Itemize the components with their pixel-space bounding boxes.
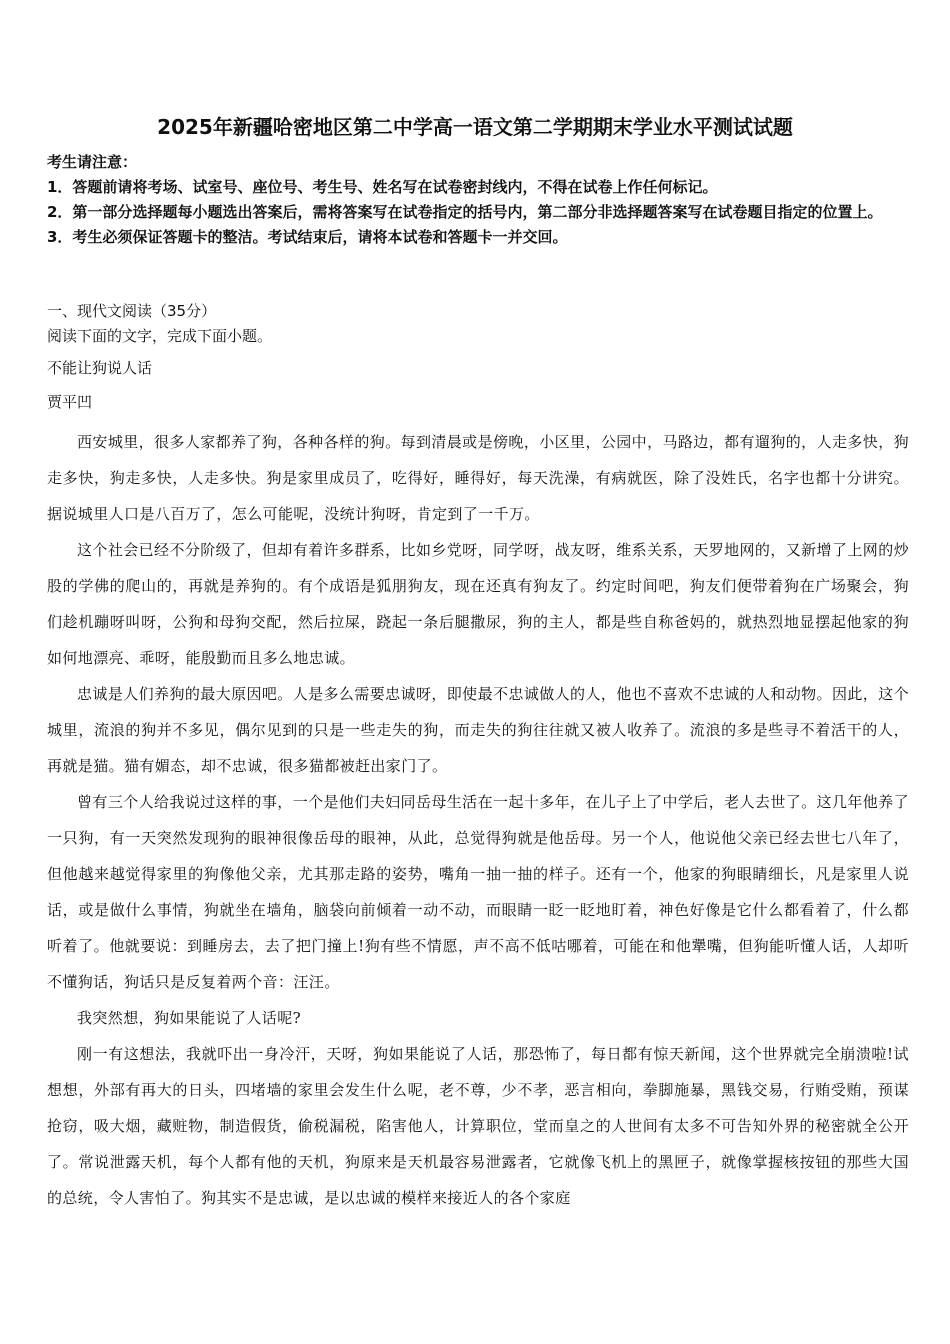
article-paragraph: 忠诚是人们养狗的最大原因吧。人是多么需要忠诚呀，即使最不忠诚做人的人，他也不喜欢不忠诚的人和动物。因此，这个城里，流浪的狗并不多见，偶尔见到的只是一些走失的狗，而走失的狗往往就又被人收养了。流浪的多是些寻不着活干的人，再就是猫。猫有媚态，却不忠诚，很多猫都被赶出家门了。 [47, 685, 909, 775]
notice-heading: 考生请注意： [47, 153, 138, 171]
article-paragraph: 西安城里，很多人家都养了狗，各种各样的狗。每到清晨或是傍晚，小区里，公园中，马路边，都有遛狗的，人走多快，狗走多快，狗走多快，人走多快。狗是家里成员了，吃得好，睡得好，每天洗澡，有病就医，除了没姓氏，名字也都十分讲究。据说城里人口是八百万了，怎么可能呢，没统计狗呀，肯定到了一千万。 [47, 433, 909, 523]
notice-item-2: 2．第一部分选择题每小题选出答案后，需将答案写在试卷指定的括号内，第二部分非选择题答案写在试卷题目指定的位置上。 [47, 203, 883, 221]
article-paragraph: 刚一有这想法，我就吓出一身冷汗，天呀，狗如果能说了人话，那恐怖了，每日都有惊天新闻，这个世界就完全崩溃啦!试想想，外部有再大的日头，四堵墙的家里会发生什么呢，老不尊，少不孝，恶言相向，拳脚施暴，黑钱交易，行贿受贿，预谋抢窃，吸大烟，藏赃物，制造假货，偷税漏税，陷害他人，计算职位，堂而皇之的人世间有太多不可告知外界的秘密就全公开了。常说泄露天机，每个人都有他的天机，狗原来是天机最容易泄露者，它就像飞机上的黑匣子，就像掌握核按钮的那些大国的总统，令人害怕了。狗其实不是忠诚，是以忠诚的模样来接近人的各个家庭 [47, 1045, 909, 1207]
article-author: 贾平凹 [47, 393, 93, 411]
article-body [47, 424, 909, 1216]
candidate-notice [47, 150, 917, 250]
article-paragraph: 曾有三个人给我说过这样的事，一个是他们夫妇同岳母生活在一起十多年，在儿子上了中学后，老人去世了。这几年他养了一只狗，有一天突然发现狗的眼神很像岳母的眼神，从此，总觉得狗就是他岳母。另一个人，他说他父亲已经去世七八年了，但他越来越觉得家里的狗像他父亲，尤其那走路的姿势，嘴角一抽一抽的样子。还有一个，他家的狗眼睛细长，凡是家里人说话，或是做什么事情，狗就坐在墙角，脑袋向前倾着一动不动，而眼睛一眨一眨地盯着，神色好像是它什么都看着了，什么都听着了。他就要说：到睡房去，去了把门撞上!狗有些不情愿，声不高不低咕哪着，可能在和他犟嘴，但狗能听懂人话，人却听不懂狗话，狗话只是反复着两个音：汪汪。 [47, 793, 909, 991]
article-paragraph: 这个社会已经不分阶级了，但却有着许多群系，比如乡党呀，同学呀，战友呀，维系关系，天罗地网的，又新增了上网的炒股的学佛的爬山的，再就是养狗的。有个成语是狐朋狗友，现在还真有狗友了。约定时间吧，狗友们便带着狗在广场聚会，狗们趁机蹦呀叫呀，公狗和母狗交配，然后拉屎，跷起一条后腿撒尿，狗的主人，都是些自称爸妈的，就热烈地显摆起他家的狗如何地漂亮、乖呀，能殷勤而且多么地忠诚。 [47, 541, 909, 667]
notice-item-3: 3．考生必须保证答题卡的整洁。考试结束后，请将本试卷和答题卡一并交回。 [47, 228, 568, 246]
article-paragraph: 我突然想，狗如果能说了人话呢? [77, 1009, 302, 1027]
article-title: 不能让狗说人话 [47, 359, 153, 377]
reading-instruction: 阅读下面的文字，完成下面小题。 [47, 327, 273, 345]
notice-item-1: 1．答题前请将考场、试室号、座位号、考生号、姓名写在试卷密封线内，不得在试卷上作任何标记。 [47, 178, 718, 196]
section-heading: 一、现代文阅读（35分） [47, 302, 217, 320]
exam-title: 2025年新疆哈密地区第二中学高一语文第二学期期末学业水平测试试题 [157, 115, 793, 139]
